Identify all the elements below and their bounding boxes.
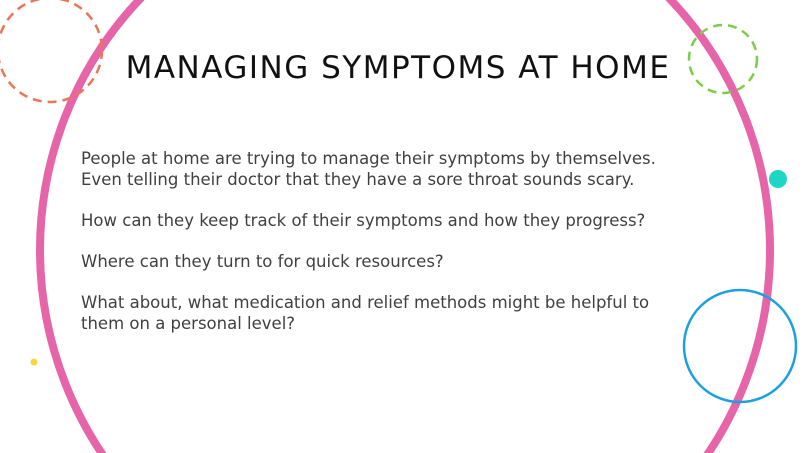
teal-dot-shape bbox=[769, 170, 787, 188]
paragraph-quick-resources: Where can they turn to for quick resources? bbox=[81, 252, 444, 271]
yellow-dot-shape bbox=[31, 359, 38, 366]
slide-body bbox=[81, 148, 681, 354]
paragraph-symptoms-intro: People at home are trying to manage their symptoms by themselves. Even telling their doctor that they have a sore throat sounds scary. bbox=[81, 149, 656, 189]
slide-title: MANAGING SYMPTOMS AT HOME bbox=[125, 50, 671, 86]
paragraph-medication-relief: What about, what medication and relief methods might be helpful to them on a personal level? bbox=[81, 293, 650, 333]
paragraph-track-symptoms: How can they keep track of their symptoms and how they progress? bbox=[81, 211, 646, 230]
